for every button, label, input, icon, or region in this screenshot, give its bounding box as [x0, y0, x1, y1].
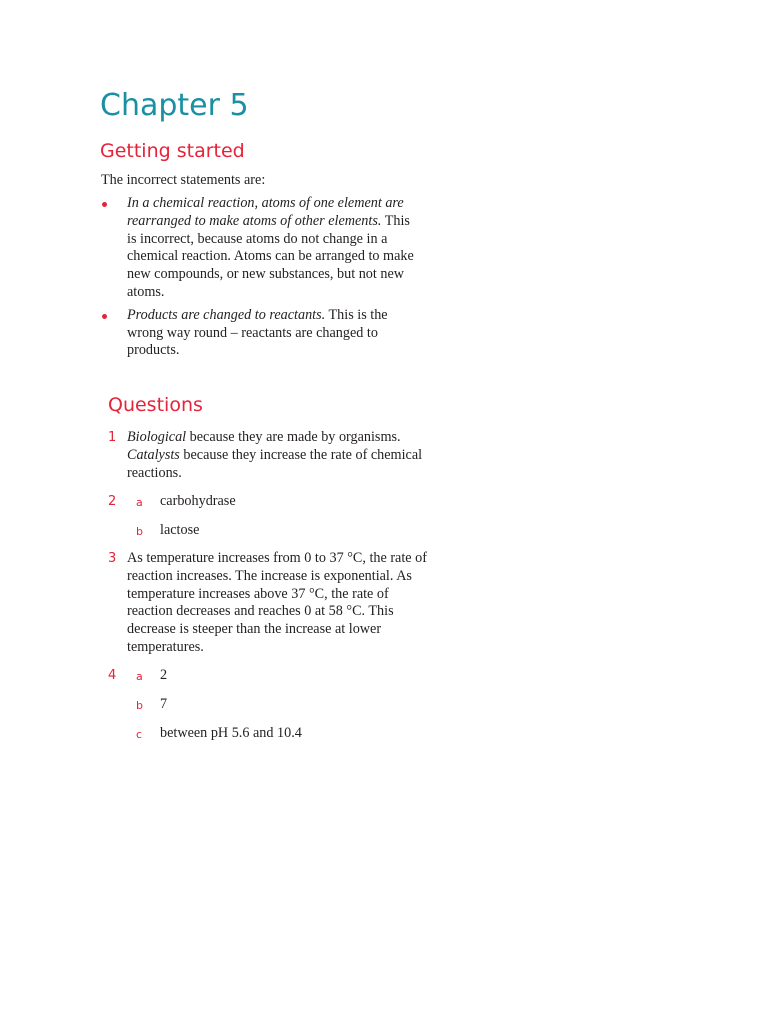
- sub-answer-letter: b: [136, 699, 143, 712]
- getting-started-intro: The incorrect statements are:: [101, 172, 266, 188]
- chapter-title: Chapter 5: [100, 88, 249, 123]
- statement-explanation: This is incorrect, because atoms do not change in a chemical reaction. Atoms can be arranged to make new compounds, or new substances, but not new atoms.: [127, 212, 414, 300]
- answer-text: As temperature increases from 0 to 37 °C, the rate of reaction increases. The increase is exponential. As temperature increases above 37 °C, the rate of reaction decreases and reaches 0 at 58 °C. This decrease is steeper than the increase at lower temperatures.: [127, 550, 427, 655]
- statement-italic: Products are changed to reactants.: [127, 306, 326, 323]
- bullet-icon: [102, 314, 107, 319]
- answer-italic: Catalysts: [127, 446, 180, 463]
- answer-text: [127, 429, 427, 482]
- sub-answer-letter: c: [136, 728, 143, 741]
- bullet-icon: [102, 202, 107, 207]
- sub-answer-letter: b: [136, 525, 143, 538]
- answer-plain: because they increase the rate of chemical reactions.: [127, 446, 423, 481]
- sub-answer-letter: a: [136, 496, 143, 509]
- sub-answer-text: lactose: [160, 522, 200, 538]
- sub-answer-text: carbohydrase: [160, 493, 236, 509]
- incorrect-statements-list: [101, 195, 421, 360]
- question-number: 1: [108, 430, 117, 445]
- sub-answer-letter: a: [136, 670, 143, 683]
- questions-heading: Questions: [108, 394, 203, 416]
- sub-answer-text: between pH 5.6 and 10.4: [160, 725, 302, 741]
- answer-plain: because they are made by organisms.: [186, 429, 401, 445]
- question-number: 3: [108, 551, 117, 566]
- list-item: [101, 195, 421, 302]
- question-number: 2: [108, 494, 117, 509]
- sub-answer-text: 7: [160, 696, 168, 712]
- statement-italic: In a chemical reaction, atoms of one element are rearranged to make atoms of other elements.: [127, 195, 404, 229]
- getting-started-heading: Getting started: [100, 140, 245, 162]
- statement-explanation: This is the wrong way round – reactants are changed to products.: [127, 306, 388, 359]
- question-number: 4: [108, 668, 117, 683]
- list-item: [101, 307, 421, 360]
- answer-italic: Biological: [127, 429, 187, 445]
- sub-answer-text: 2: [160, 667, 168, 683]
